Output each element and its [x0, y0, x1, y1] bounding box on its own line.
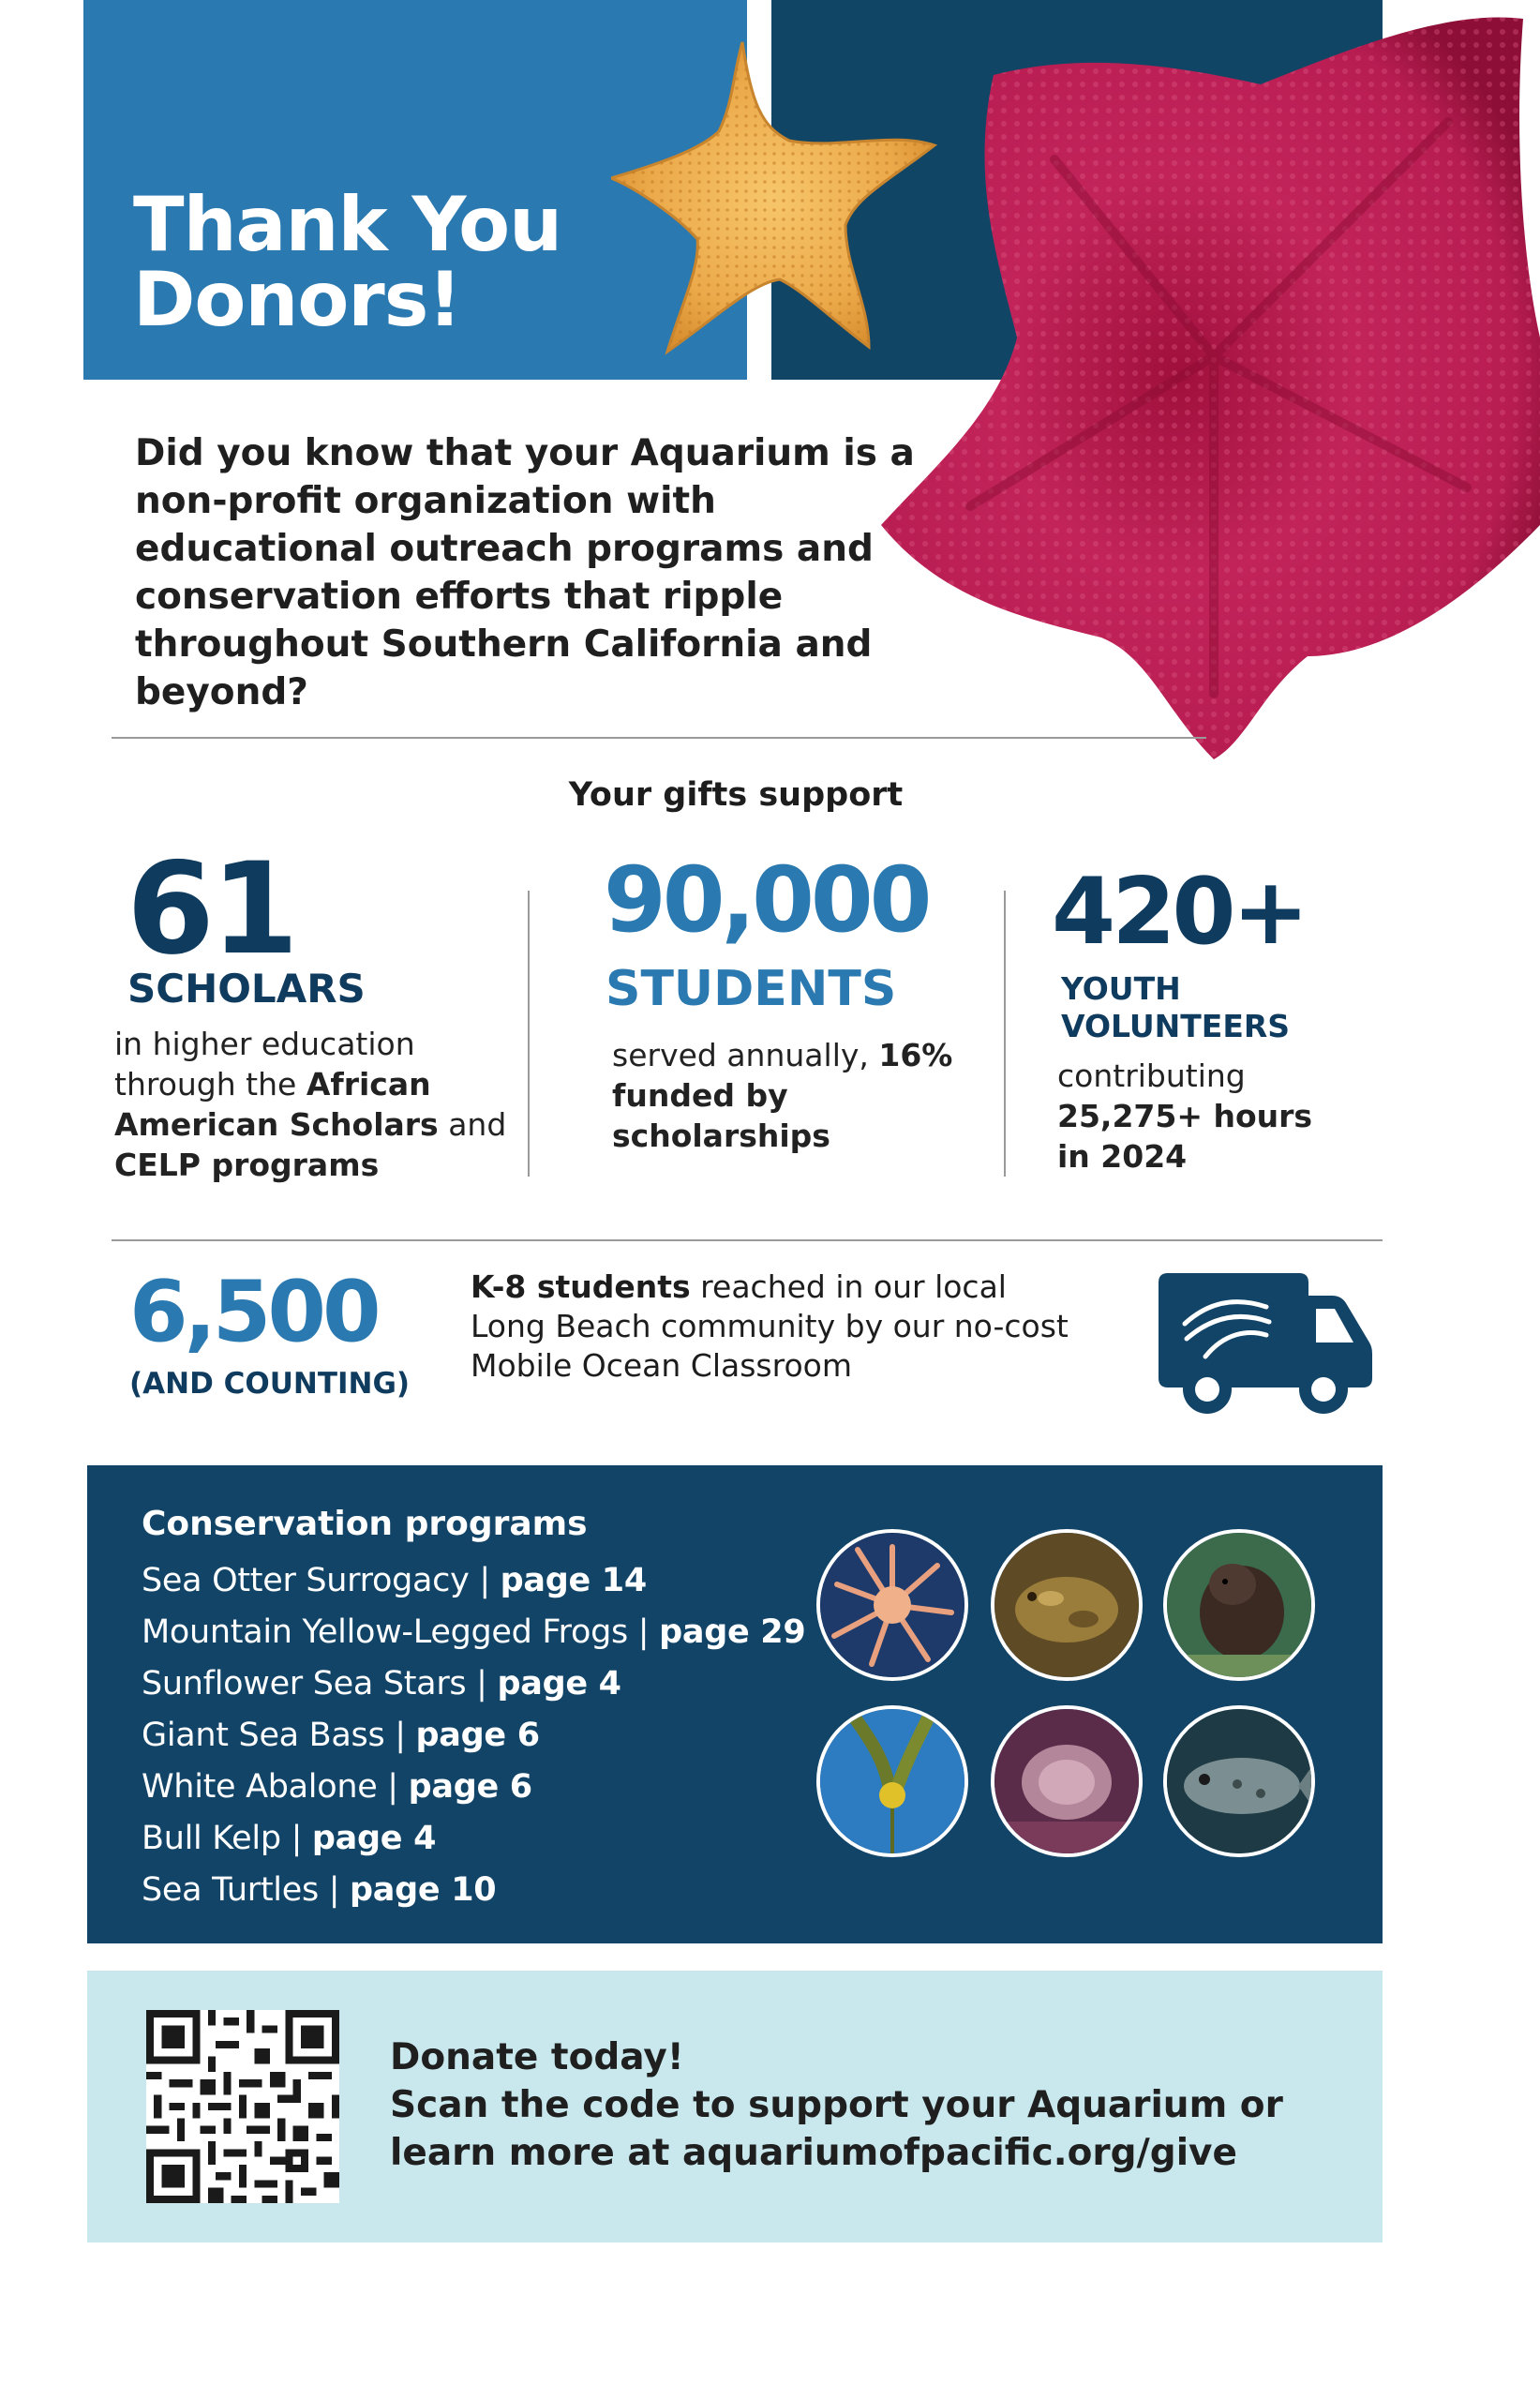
mobile-classroom-sublabel: (AND COUNTING) [129, 1367, 411, 1401]
section-divider [112, 737, 1206, 739]
list-item: Bull Kelp | page 4 [142, 1820, 437, 1857]
conservation-panel [87, 1465, 1383, 1943]
gifts-heading: Your gifts support [568, 776, 904, 814]
scholars-number: 61 [127, 835, 295, 982]
giant-sea-bass-photo [1163, 1705, 1315, 1857]
conservation-list [142, 1555, 805, 1916]
students-label: STUDENTS [606, 961, 897, 1017]
intro-paragraph: Did you know that your Aquarium is a non-profit organization with educational outreach programs and conservation efforts that ripple throughout Southern California and beyond? [135, 432, 915, 713]
title-line-2: Donors! [133, 256, 461, 343]
list-item: Giant Sea Bass | page 6 [142, 1717, 540, 1754]
sea-otter-photo [1163, 1529, 1315, 1681]
donate-panel [87, 1971, 1383, 2242]
list-item: White Abalone | page 6 [142, 1768, 532, 1806]
section-divider [112, 1239, 1383, 1241]
stat-divider [528, 891, 530, 1177]
title-line-1: Thank You [133, 181, 562, 268]
volunteers-number: 420+ [1052, 859, 1306, 966]
students-description: served annually, 16% funded by scholarships [612, 1037, 953, 1154]
frog-photo [991, 1529, 1143, 1681]
mobile-classroom-description: K-8 students reached in our local Long Beach community by our no-cost Mobile Ocean Classroom [471, 1268, 1069, 1384]
donate-heading: Donate today! [390, 2036, 684, 2078]
sunflower-sea-star-photo [816, 1529, 968, 1681]
list-item: Mountain Yellow-Legged Frogs | page 29 [142, 1613, 806, 1651]
volunteers-description: contributing 25,275+ hours in 2024 [1057, 1058, 1313, 1175]
list-item: Sea Otter Surrogacy | page 14 [142, 1562, 647, 1599]
stat-divider [1004, 891, 1006, 1177]
bull-kelp-photo [816, 1705, 968, 1857]
red-starfish-image [867, 0, 1540, 769]
page-title [133, 181, 562, 343]
conservation-title: Conservation programs [142, 1505, 588, 1543]
donate-message [390, 2033, 1346, 2177]
students-number: 90,000 [604, 848, 929, 952]
scholars-label: SCHOLARS [127, 966, 366, 1012]
mobile-classroom-number: 6,500 [129, 1263, 378, 1361]
truck-icon [1159, 1268, 1372, 1419]
scholars-description: in higher education through the African American Scholars and CELP programs [114, 1026, 507, 1183]
white-abalone-photo [991, 1705, 1143, 1857]
donate-line: Scan the code to support your Aquarium or [390, 2084, 1283, 2126]
list-item: Sunflower Sea Stars | page 4 [142, 1665, 621, 1702]
volunteers-label: YOUTH VOLUNTEERS [1061, 970, 1291, 1044]
list-item: Sea Turtles | page 10 [142, 1871, 497, 1909]
qr-code-icon[interactable] [146, 2010, 339, 2203]
donate-url-line[interactable]: learn more at aquariumofpacific.org/give [390, 2132, 1237, 2174]
